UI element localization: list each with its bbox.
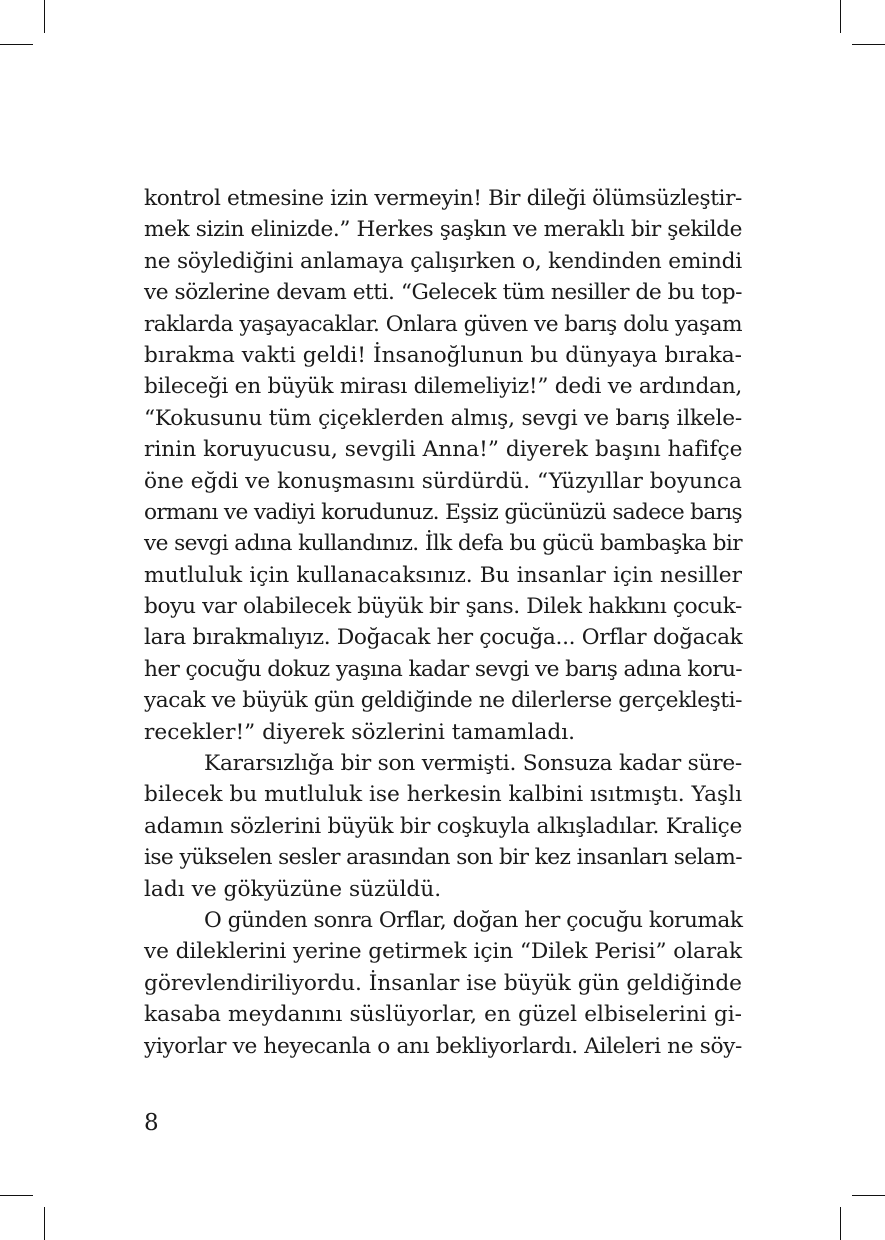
- text-line: yiyorlar ve heyecanla o anı bekliyorlardı. Aileleri ne söy-: [144, 1033, 742, 1059]
- text-line: Kararsızlığa bir son vermişti. Sonsuza kadar süre-: [204, 751, 742, 777]
- text-line: recekler!” diyerek sözlerini tamamladı.: [144, 719, 576, 745]
- text-line: mutluluk için kullanacaksınız. Bu insanlar için nesiller: [144, 562, 742, 588]
- text-line: raklarda yaşayacaklar. Onlara güven ve barış dolu yaşam: [144, 311, 742, 337]
- text-line: her çocuğu dokuz yaşına kadar sevgi ve barış adına koru-: [144, 656, 742, 682]
- crop-mark-top-left-horizontal: [0, 44, 33, 45]
- text-line: boyu var olabilecek büyük bir şans. Dilek hakkını çocuk-: [144, 594, 742, 620]
- text-line: kontrol etmesine izin vermeyin! Bir dileği ölümsüzleştir-: [144, 186, 742, 211]
- text-line: kasaba meydanını süslüyorlar, en güzel elbiselerini gi-: [144, 1002, 742, 1028]
- text-line: ve dileklerini yerine getirmek için “Dilek Perisi” olarak: [144, 939, 742, 965]
- crop-mark-bottom-right-horizontal: [852, 1195, 885, 1196]
- text-line: bileceği en büyük mirası dilemeliyiz!” dedi ve ardından,: [144, 374, 742, 400]
- text-line: ladı ve gökyüzüne süzüldü.: [144, 876, 442, 902]
- crop-mark-bottom-left-horizontal: [0, 1195, 33, 1196]
- text-line: ormanı ve vadiyi korudunuz. Eşsiz gücünüzü sadece barış: [144, 499, 742, 525]
- text-line: mek sizin elinizde.” Herkes şaşkın ve meraklı bir şekilde: [144, 217, 742, 243]
- text-line: rinin koruyucusu, sevgili Anna!” diyerek başını hafifçe: [144, 437, 743, 463]
- text-line: bırakma vakti geldi! İnsanoğlunun bu dünyaya bıraka-: [144, 342, 742, 368]
- text-line: ise yükselen sesler arasından son bir kez insanları selam-: [144, 845, 742, 871]
- crop-mark-bottom-left-vertical: [44, 1207, 45, 1240]
- text-line: yacak ve büyük gün geldiğinde ne dilerlerse gerçekleşti-: [144, 688, 742, 714]
- page-number: 8: [144, 1110, 159, 1136]
- crop-mark-top-right-horizontal: [852, 44, 885, 45]
- text-line: ve sevgi adına kullandınız. İlk defa bu gücü bambaşka bir: [144, 531, 742, 557]
- text-line: öne eğdi ve konuşmasını sürdürdü. “Yüzyıllar boyunca: [144, 468, 742, 494]
- text-line: O günden sonra Orflar, doğan her çocuğu korumak: [204, 907, 743, 933]
- text-line: görevlendiriliyordu. İnsanlar ise büyük gün geldiğinde: [144, 970, 742, 996]
- text-line: ne söylediğini anlamaya çalışırken o, kendinden emindi: [144, 248, 742, 274]
- text-line: adamın sözlerini büyük bir coşkuyla alkışladılar. Kraliçe: [144, 813, 742, 839]
- body-text: [144, 183, 742, 1062]
- crop-mark-bottom-right-vertical: [840, 1207, 841, 1240]
- crop-mark-top-right-vertical: [840, 0, 841, 33]
- crop-mark-top-left-vertical: [44, 0, 45, 33]
- text-line: bilecek bu mutluluk ise herkesin kalbini ısıtmıştı. Yaşlı: [144, 782, 742, 808]
- text-line: ve sözlerine devam etti. “Gelecek tüm nesiller de bu top-: [144, 280, 742, 306]
- text-line: “Kokusunu tüm çiçeklerden almış, sevgi ve barış ilkele-: [144, 405, 742, 431]
- text-line: lara bırakmalıyız. Doğacak her çocuğa... Orflar doğacak: [144, 625, 743, 651]
